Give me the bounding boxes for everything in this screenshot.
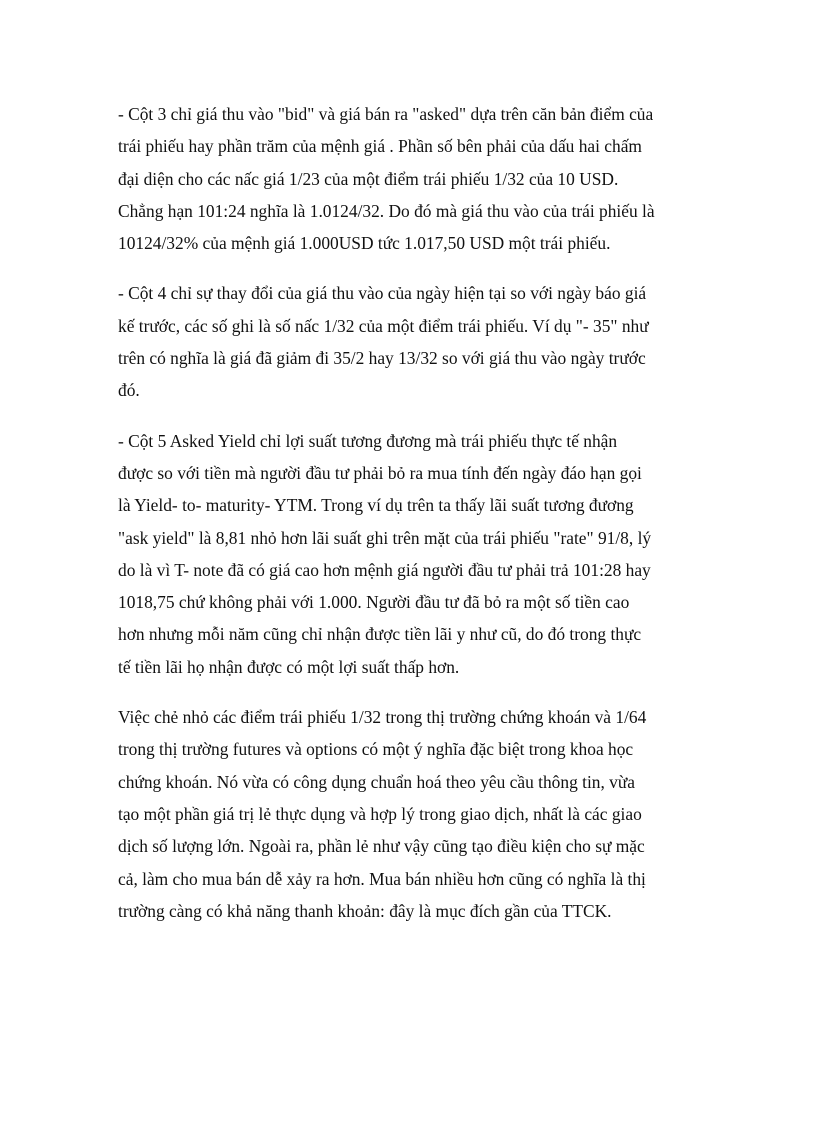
text-line: cả, làm cho mua bán dễ xảy ra hơn. Mua bán nhiều hơn cũng có nghĩa là thị [118,868,646,889]
text-line: "ask yield" là 8,81 nhỏ hơn lãi suất ghi trên mặt của trái phiếu "rate" 91/8, lý [118,527,652,548]
paragraph-viec-che-nho [118,701,702,927]
text-line: tạo một phần giá trị lẻ thực dụng và hợp lý trong giao dịch, nhất là các giao [118,803,642,824]
text-line: 1018,75 chứ không phải với 1.000. Người đầu tư đã bỏ ra một số tiền cao [118,592,630,613]
text-line: đó. [118,380,140,401]
text-line: - Cột 3 chỉ giá thu vào "bid" và giá bán ra "asked" dựa trên căn bản điểm của [118,104,654,124]
text-line: - Cột 5 Asked Yield chỉ lợi suất tương đương mà trái phiếu thực tế nhận [118,430,618,451]
text-line: trái phiếu hay phần trăm của mệnh giá . Phần số bên phải của dấu hai chấm [118,136,642,157]
text-line: trường càng có khả năng thanh khoản: đây là mục đích gần của TTCK. [118,900,612,921]
text-line: tế tiền lãi họ nhận được có một lợi suất thấp hơn. [118,656,460,677]
text-line: do là vì T- note đã có giá cao hơn mệnh giá người đầu tư phải trả 101:28 hay [118,559,651,580]
document-page [118,98,702,945]
text-line: đại diện cho các nấc giá 1/23 của một điểm trái phiếu 1/32 của 10 USD. [118,168,619,189]
text-line: - Cột 4 chỉ sự thay đổi của giá thu vào của ngày hiện tại so với ngày báo giá [118,283,647,304]
text-line: được so với tiền mà người đầu tư phải bỏ ra mua tính đến ngày đáo hạn gọi [118,462,642,483]
text-line: là Yield- to- maturity- YTM. Trong ví dụ trên ta thấy lãi suất tương đương [118,495,634,516]
paragraph-cot-5 [118,425,702,683]
paragraph-cot-4 [118,277,702,406]
text-line: Việc chẻ nhỏ các điểm trái phiếu 1/32 trong thị trường chứng khoán và 1/64 [118,707,647,728]
text-line: Chẳng hạn 101:24 nghĩa là 1.0124/32. Do đó mà giá thu vào của trái phiếu là [118,200,655,221]
text-line: 10124/32% của mệnh giá 1.000USD tức 1.017,50 USD một trái phiếu. [118,233,611,254]
text-line: hơn nhưng mỗi năm cũng chỉ nhận được tiền lãi y như cũ, do đó trong thực [118,624,642,645]
text-line: kế trước, các số ghi là số nấc 1/32 của một điểm trái phiếu. Ví dụ "- 35" như [118,315,649,336]
text-line: chứng khoán. Nó vừa có công dụng chuẩn hoá theo yêu cầu thông tin, vừa [118,771,636,792]
text-line: trên có nghĩa là giá đã giảm đi 35/2 hay 13/32 so với giá thu vào ngày trước [118,348,646,369]
text-line: dịch số lượng lớn. Ngoài ra, phần lẻ như vậy cũng tạo điều kiện cho sự mặc [118,836,645,857]
paragraph-cot-3 [118,98,702,259]
text-line: trong thị trường futures và options có một ý nghĩa đặc biệt trong khoa học [118,739,634,760]
